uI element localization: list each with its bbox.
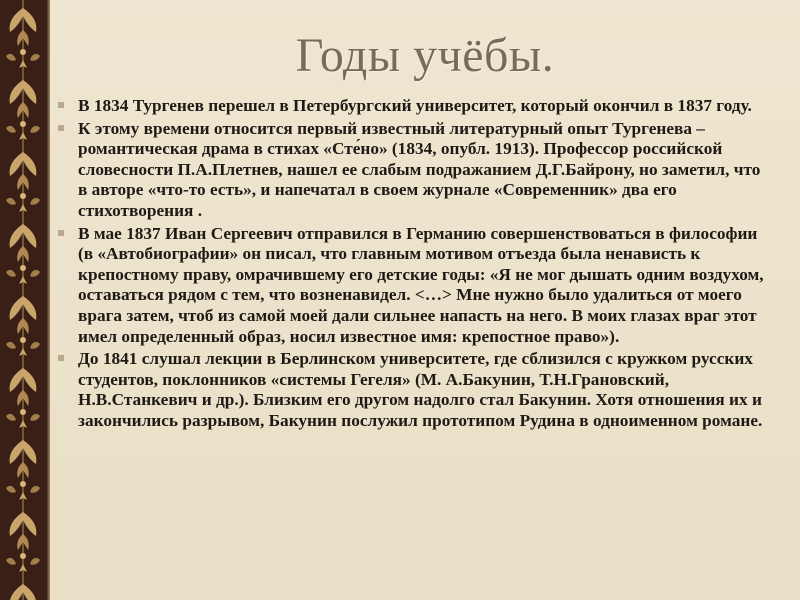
bullet-text: В мае 1837 Иван Сергеевич отправился в Германию совершенствоваться в философии (в «Автобиографии» он писал, что главным мотивом отъезда была ненависть к крепостному праву, омрачившему его детские годы: «Я не мог дышать одним воздухом, оставаться рядом с тем, что возненавидел. <…> Мне нужно было удалиться от моего врага затем, чтоб из самой моей дали сильнее напасть на него. В моих глазах враг этот имел определенный образ, носил известное имя: крепостное право»). — [78, 223, 764, 346]
square-bullet-icon — [58, 125, 64, 131]
bullet-text: К этому времени относится первый известный литературный опыт Тургенева – романтическая драма в стихах «Сте́но» (1834, опубл. 1913). Профессор российской словесности П.А.Плетнев, нашел ее слабым подражанием Д.Г.Байрону, но заметил, что в авторе «что-то есть», и напечатал в своем журнале «Современник» два его стихотворения . — [78, 118, 761, 220]
square-bullet-icon — [58, 355, 64, 361]
ornament-pattern — [0, 0, 46, 600]
bullet-list — [54, 96, 766, 434]
bullet-item — [54, 224, 766, 348]
slide-title: Годы учёбы. — [295, 29, 555, 82]
border-edge — [46, 0, 50, 600]
bullet-item — [54, 96, 766, 117]
square-bullet-icon — [58, 230, 64, 236]
floral-ornament-border — [0, 0, 46, 600]
bullet-text: До 1841 слушал лекции в Берлинском университете, где сблизился с кружком русских студентов, поклонников «системы Гегеля» (М. А.Бакунин, Т.Н.Грановский, Н.В.Станкевич и др.). Близким его другом надолго стал Бакунин. Хотя отношения их и закончились разрывом, Бакунин послужил прототипом Рудина в одноименном романе. — [78, 349, 763, 430]
bullet-item — [54, 119, 766, 222]
square-bullet-icon — [58, 102, 64, 108]
bullet-item — [54, 349, 766, 431]
bullet-text: В 1834 Тургенев перешел в Петербургский университет, который окончил в 1837 году. — [78, 96, 752, 115]
